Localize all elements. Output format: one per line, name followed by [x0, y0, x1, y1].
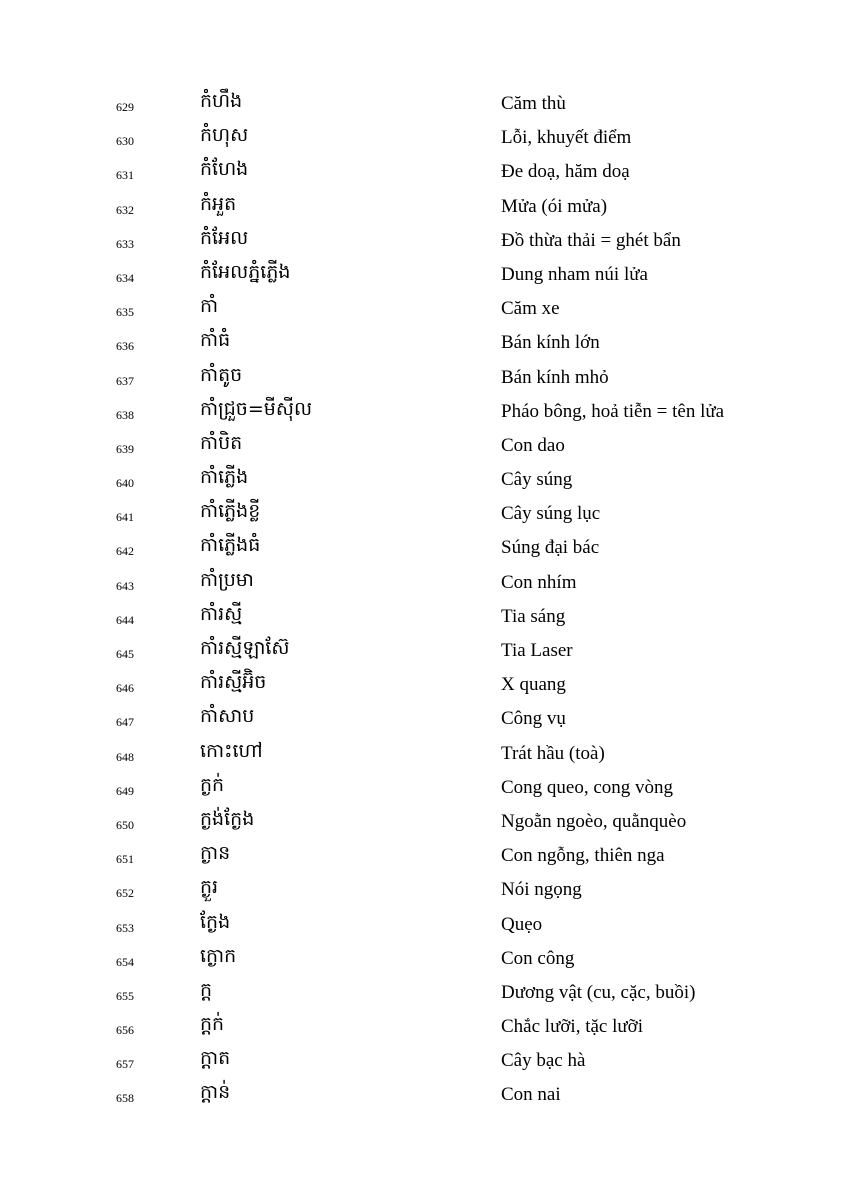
khmer-term: កាំរស្មី	[200, 602, 243, 625]
vietnamese-translation: Quẹo	[501, 913, 543, 935]
khmer-term: ក្ដ	[200, 978, 213, 1001]
khmer-term: កាំធំ	[200, 329, 231, 352]
vietnamese-translation: Con nai	[501, 1084, 561, 1106]
khmer-term: ក្ងង់ក្ងែង	[200, 807, 255, 830]
dictionary-entry-row	[0, 396, 848, 430]
entry-number: 640	[116, 476, 134, 491]
dictionary-entry-row	[0, 806, 848, 840]
entry-number: 629	[116, 100, 134, 114]
dictionary-entry-row	[0, 909, 848, 943]
dictionary-entry-row	[0, 498, 848, 532]
dictionary-entry-row	[0, 601, 848, 635]
khmer-term: ក្ដាត	[200, 1047, 231, 1070]
vietnamese-translation: Cong queo, cong vòng	[501, 776, 674, 798]
entry-number: 657	[116, 1057, 134, 1072]
dictionary-entry-row	[0, 191, 848, 225]
dictionary-entry-row	[0, 669, 848, 703]
entry-number: 650	[116, 817, 134, 832]
vietnamese-translation: Trát hầu (toà)	[501, 742, 605, 764]
khmer-term: កោះហៅ	[200, 739, 263, 762]
entry-number: 638	[116, 407, 134, 422]
dictionary-entry-row	[0, 327, 848, 361]
khmer-term: ក្ដាន់	[200, 1081, 231, 1104]
khmer-term: កាំ	[200, 295, 219, 318]
dictionary-entry-row	[0, 703, 848, 737]
khmer-term: ក្ងក់	[200, 773, 225, 796]
vietnamese-translation: Dương vật (cu, cặc, buồi)	[501, 981, 696, 1003]
khmer-term: ក្ងោក	[200, 944, 237, 967]
dictionary-entry-row	[0, 567, 848, 601]
dictionary-entry-row	[0, 1045, 848, 1079]
entry-number: 639	[116, 441, 134, 456]
vietnamese-translation: Cây bạc hà	[501, 1050, 586, 1072]
vietnamese-translation: Cây súng	[501, 469, 573, 491]
khmer-term: កាំភ្លើងធំ	[200, 534, 261, 557]
vietnamese-translation: Đồ thừa thải = ghét bẩn	[501, 229, 681, 251]
vietnamese-translation: X quang	[501, 674, 566, 696]
khmer-term: កំអួត	[200, 192, 237, 215]
vietnamese-translation: Nói ngọng	[501, 879, 582, 901]
khmer-term: ក្ងាន	[200, 842, 231, 865]
entry-number: 642	[116, 544, 134, 559]
dictionary-entry-row	[0, 464, 848, 498]
dictionary-entry-row	[0, 1079, 848, 1113]
dictionary-entry-row	[0, 430, 848, 464]
khmer-term: កាំប្រមា	[200, 568, 254, 591]
vietnamese-translation: Bán kính mhỏ	[501, 366, 609, 388]
khmer-term: កំអែលភ្នំភ្លើង	[200, 260, 291, 283]
entry-number: 658	[116, 1091, 134, 1106]
entry-number: 630	[116, 134, 134, 149]
dictionary-entry-row	[0, 293, 848, 327]
vietnamese-translation: Công vụ	[501, 708, 566, 730]
entry-number: 643	[116, 578, 134, 593]
vietnamese-translation: Con nhím	[501, 571, 577, 593]
dictionary-entry-row	[0, 840, 848, 874]
dictionary-entry-row	[0, 362, 848, 396]
khmer-term: កាំជ្រួច=មីស៊ីល	[200, 397, 313, 420]
entry-number: 634	[116, 270, 134, 285]
khmer-term: កាំភ្លើង	[200, 466, 249, 489]
vietnamese-translation: Dung nham núi lửa	[501, 263, 648, 285]
vietnamese-translation: Pháo bông, hoả tiễn = tên lửa	[501, 400, 725, 422]
dictionary-entry-row	[0, 88, 848, 122]
khmer-term: កំហឹង	[200, 90, 243, 112]
vietnamese-translation: Chắc lưỡi, tặc lưỡi	[501, 1016, 643, 1038]
khmer-term: ក្ដក់	[200, 1013, 225, 1036]
entry-number: 654	[116, 954, 134, 969]
khmer-term: កាំបិត	[200, 431, 243, 454]
dictionary-entry-row	[0, 943, 848, 977]
entry-number: 653	[116, 920, 134, 935]
dictionary-entry-row	[0, 532, 848, 566]
vietnamese-translation: Cây súng lục	[501, 503, 601, 525]
khmer-term: ក្ងួរ	[200, 876, 219, 899]
entry-number: 636	[116, 339, 134, 354]
vietnamese-translation: Đe doạ, hăm doạ	[501, 161, 630, 183]
khmer-term: កំអែល	[200, 226, 249, 249]
entry-number: 637	[116, 373, 134, 388]
entry-number: 647	[116, 715, 134, 730]
entry-number: 652	[116, 886, 134, 901]
dictionary-entries	[0, 88, 848, 1114]
vietnamese-translation: Căm xe	[501, 298, 560, 320]
vietnamese-translation: Con dao	[501, 434, 565, 456]
entry-number: 631	[116, 168, 134, 183]
vietnamese-translation: Con công	[501, 947, 575, 969]
entry-number: 656	[116, 1023, 134, 1038]
vietnamese-translation: Bán kính lớn	[501, 332, 600, 354]
khmer-term: ក្ងែង	[200, 910, 231, 933]
dictionary-entry-row	[0, 738, 848, 772]
dictionary-entry-row	[0, 259, 848, 293]
vietnamese-translation: Súng đại bác	[501, 537, 600, 559]
entry-number: 648	[116, 749, 134, 764]
vietnamese-translation: Mửa (ói mửa)	[501, 195, 608, 217]
khmer-term: កាំតូច	[200, 363, 243, 386]
dictionary-entry-row	[0, 156, 848, 190]
vietnamese-translation: Lỗi, khuyết điểm	[501, 127, 632, 149]
entry-number: 635	[116, 305, 134, 320]
vietnamese-translation: Ngoằn ngoèo, quằnquèo	[501, 810, 687, 832]
khmer-term: កំហុស	[200, 124, 249, 147]
entry-number: 644	[116, 612, 134, 627]
khmer-term: កាំសាប	[200, 705, 255, 728]
vietnamese-translation: Tia sáng	[501, 605, 566, 627]
dictionary-entry-row	[0, 635, 848, 669]
vietnamese-translation: Con ngỗng, thiên nga	[501, 845, 665, 867]
dictionary-entry-row	[0, 874, 848, 908]
entry-number: 632	[116, 202, 134, 217]
khmer-term: កាំរស្មីអ៊ិច	[200, 671, 267, 694]
dictionary-entry-row	[0, 122, 848, 156]
entry-number: 649	[116, 783, 134, 798]
khmer-term: កាំភ្លើងខ្លី	[200, 500, 261, 523]
khmer-term: កាំរស្មីឡាស៊ែ	[200, 637, 290, 659]
entry-number: 633	[116, 236, 134, 251]
vietnamese-translation: Tia Laser	[501, 640, 573, 661]
dictionary-entry-row	[0, 977, 848, 1011]
dictionary-entry-row	[0, 225, 848, 259]
entry-number: 641	[116, 510, 134, 525]
khmer-term: កំហែង	[200, 158, 249, 181]
entry-number: 651	[116, 852, 134, 867]
dictionary-entry-row	[0, 1011, 848, 1045]
entry-number: 645	[116, 647, 134, 661]
entry-number: 646	[116, 681, 134, 696]
entry-number: 655	[116, 988, 134, 1003]
dictionary-entry-row	[0, 772, 848, 806]
vietnamese-translation: Căm thù	[501, 93, 566, 114]
